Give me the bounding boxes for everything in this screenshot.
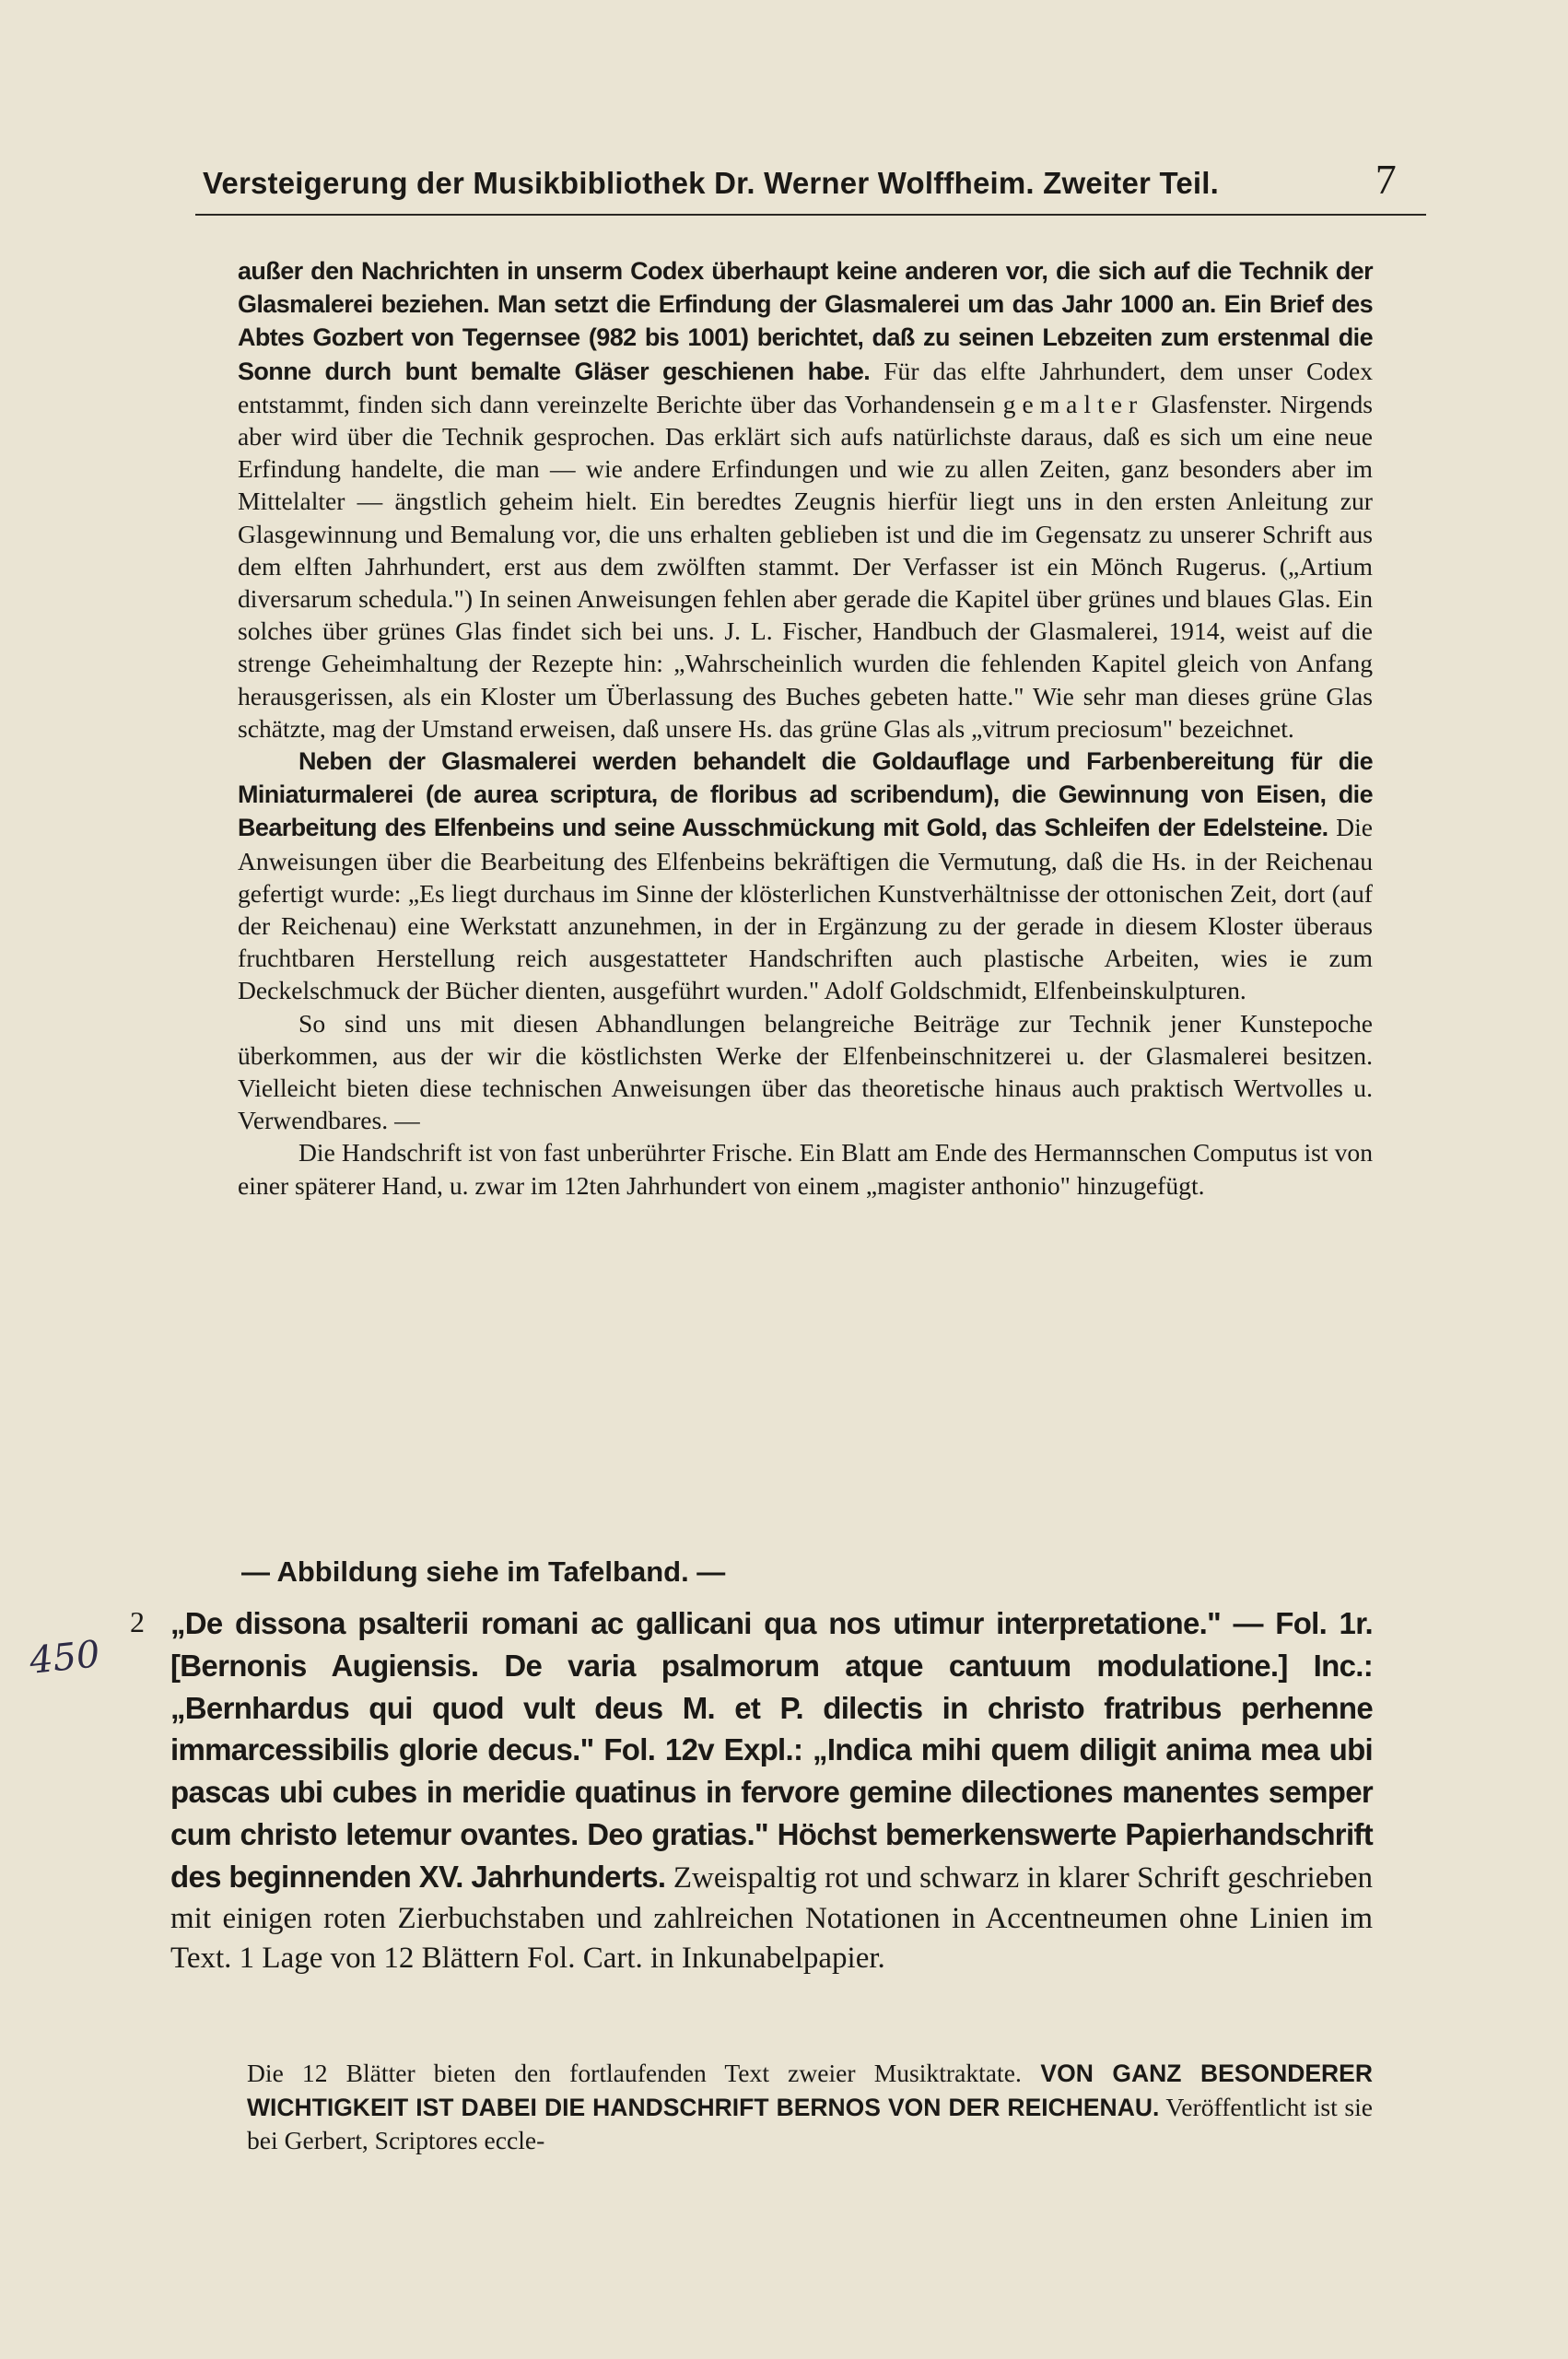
paragraph-1-spaced: gemalter (1002, 389, 1144, 418)
note-text-b: Veröffentlicht ist sie bei Gerbert, Scriptores eccle- (247, 2092, 1373, 2154)
paragraph-1-text-a: Für das elfte Jahrhundert, dem unser Codex entstammt, finden sich dann vereinzelte Berichte über das Vorhandensein (238, 356, 1373, 418)
note-paragraph (219, 2057, 1373, 2157)
body-text (238, 254, 1373, 1202)
handwritten-note: 450 (27, 1633, 102, 1683)
entry-text (170, 1603, 1373, 1979)
note-text: Die 12 Blätter bieten den fortlaufenden Text zweier Musiktraktate. (247, 2059, 1022, 2087)
paragraph-3: So sind uns mit diesen Abhandlungen belangreiche Beiträge zur Technik jener Kunstepoche überkommen, aus der wir die köstlichsten Werke der Elfenbeinschnitzerei u. der Glasmalerei besitzen. Vielleicht bieten diese technischen Anweisungen über das theoretische hinaus auch praktisch Wertvolles u. Verwendbares. — (238, 1008, 1373, 1135)
paragraph-1-text-b: Glasfenster. Nirgends aber wird über die Technik gesprochen. Das erklärt sich aufs natürlichste daraus, daß es sich um eine neue Erfindung handelte, die man — wie andere Erfindungen und wie zu allen Zeiten, ganz besonders aber im Mittelalter — ängstlich geheim hielt. Ein beredtes Zeugnis hierfür liegt uns in den ersten Anleitung zur Glasgewinnung und Bemalung vor, die uns erhalten geblieben ist und die im Gegensatz zu unserer Schrift aus dem elften Jahrhundert, erst aus dem zwölften stammt. Der Verfasser ist ein Mönch Rugerus. („Artium diversarum schedula.") In seinen Anweisungen fehlen aber gerade die Kapitel über grünes und blaues Glas. Ein solches über grünes Glas findet sich bei uns. J. L. Fischer, Handbuch der Glasmalerei, 1914, weist auf die strenge Geheimhaltung der Rezepte hin: „Wahrscheinlich wurden die fehlenden Kapitel gleich von Anfang herausgerissen, als ein Kloster um Überlassung des Buches gebeten hatte." Wie sehr man dieses grüne Glas schätzte, mag der Umstand erweisen, daß unsere Hs. das grüne Glas als „vitrum preciosum" bezeichnet. (238, 389, 1373, 743)
paragraph-1 (238, 254, 1373, 745)
entry-bold: „De dissona psalterii romani ac gallicani qua nos utimur interpretatione." — Fol. 1r. [Bernonis Augiensis. De varia psalmorum atque cantuum modulatione.] Inc.: „Bernhardus qui quod vult deus M. et P. dilectis in christo fratribus perhenne immarcessibilis glorie decus." Fol. 12v Expl.: „Indica mihi quem diligit anima mea ubi pascas ubi cubes in meridie quatinus in fervore gemine dilectiones manentes semper cum christo letemur ovantes. Deo gratias." Höchst bemerkenswerte Papierhandschrift des beginnenden XV. Jahrhunderts. (170, 1606, 1373, 1894)
catalog-entry (130, 1603, 1373, 1979)
note-caps: VON GANZ BESONDERER WICHTIGKEIT IST DABEI DIE HANDSCHRIFT BERNOS VON DER REICHENAU. (247, 2060, 1373, 2121)
header-rule (195, 214, 1426, 216)
paragraph-2 (238, 745, 1373, 1007)
paragraph-2-text: Die Anweisungen über die Bearbeitung des Elfenbeins bekräftigen die Vermutung, daß die Hs. in der Reichenau gefertigt wurde: „Es liegt durchaus im Sinne der klösterlichen Kunstverhältnisse der ottonischen Zeit, dort (auf der Reichenau) eine Werkstatt anzunehmen, in der in Ergänzung zu der gerade in diesem Kloster überaus fruchtbaren Herstellung reich ausgestatteter Handschriften auch plastische Arbeiten, wies ie zum Deckelschmuck der Bücher dienten, ausgeführt wurden." Adolf Goldschmidt, Elfenbeinskulpturen. (238, 813, 1373, 1005)
entry-description: Zweispaltig rot und schwarz in klarer Schrift geschrieben mit einigen roten Zierbuchstaben und zahlreichen Notationen in Accentneumen ohne Linien im Text. 1 Lage von 12 Blättern Fol. Cart. in Inkunabelpapier. (170, 1860, 1373, 1976)
paragraph-4: Die Handschrift ist von fast unberührter Frische. Ein Blatt am Ende des Hermannschen Computus ist von einer späterer Hand, u. zwar im 12ten Jahrhundert von einem „magister anthonio" hinzugefügt. (238, 1138, 1373, 1200)
page-number: 7 (1375, 156, 1397, 203)
entry-number: 2 (130, 1605, 145, 1638)
paragraph-2-bold: Neben der Glasmalerei werden behandelt die Goldauflage und Farbenbereitung für die Miniaturmalerei (de aurea scriptura, de floribus ad scribendum), die Gewinnung von Eisen, die Bearbeitung des Elfenbeins und seine Ausschmückung mit Gold, das Schleifen der Edelsteine. (238, 747, 1373, 842)
header-title: Versteigerung der Musikbibliothek Dr. Werner Wolffheim. Zweiter Teil. (203, 166, 1220, 200)
illustration-note: — Abbildung siehe im Tafelband. — (241, 1555, 726, 1588)
paragraph-1-bold: außer den Nachrichten in unserm Codex überhaupt keine anderen vor, die sich auf die Technik der Glasmalerei beziehen. Man setzt die Erfindung der Glasmalerei um das Jahr 1000 an. Ein Brief des Abtes Gozbert von Tegernsee (982 bis 1001) berichtet, daß zu seinen Lebzeiten zum erstenmal die Sonne durch bunt bemalte Gläser geschienen habe. (238, 257, 1373, 385)
entry-note (219, 2057, 1373, 2157)
